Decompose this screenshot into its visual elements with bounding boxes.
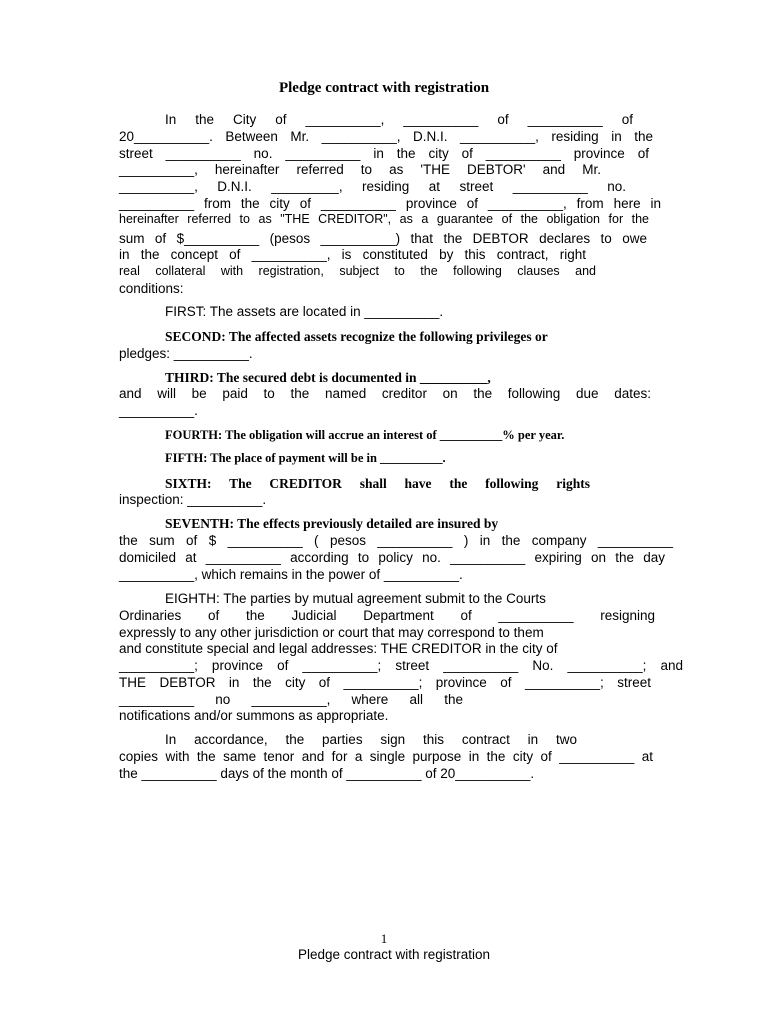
body-line: conditions: xyxy=(119,281,184,296)
body-line: __________, hereinafter referred to as 'THE DEBTOR' and Mr. xyxy=(119,162,601,177)
closing-line: In accordance, the parties sign this contract in two xyxy=(165,732,577,747)
body-line: __________ no __________, where all the xyxy=(119,692,463,707)
body-line: __________ from the city of __________ province of __________, from here in xyxy=(119,196,661,211)
clause-fifth: FIFTH: The place of payment will be in __________. xyxy=(165,451,446,465)
body-line: Ordinaries of the Judicial Department of __________ resigning xyxy=(119,608,655,623)
body-line: and will be paid to the named creditor on the following due dates: xyxy=(119,386,651,401)
body-line: __________. xyxy=(119,403,198,418)
body-line: pledges: __________. xyxy=(119,346,253,361)
clause-seventh-heading: SEVENTH: The effects previously detailed are insured by xyxy=(165,516,499,531)
body-line: inspection: __________. xyxy=(119,492,267,507)
body-line: street __________ no. __________ in the city of __________ province of xyxy=(119,146,649,161)
clause-second-heading: SECOND: The affected assets recognize the following privileges or xyxy=(165,329,548,344)
body-line: THE DEBTOR in the city of __________; province of __________; street xyxy=(119,675,651,690)
clause-sixth-heading: SIXTH: The CREDITOR shall have the following rights xyxy=(165,476,590,491)
body-line: __________, D.N.I. _________, residing at street __________ no. xyxy=(119,179,626,194)
body-line: hereinafter referred to as "THE CREDITOR", as a guarantee of the obligation for the xyxy=(119,212,649,226)
body-line: expressly to any other jurisdiction or court that may correspond to them xyxy=(119,625,544,640)
body-line: real collateral with registration, subject to the following clauses and xyxy=(119,264,596,278)
body-line: __________, which remains in the power of __________. xyxy=(119,567,463,582)
clause-fourth: FOURTH: The obligation will accrue an interest of __________% per year. xyxy=(165,428,565,442)
body-line: sum of $__________ (pesos __________) that the DEBTOR declares to owe xyxy=(119,231,647,246)
body-line: In the City of __________, __________ of __________ of xyxy=(165,112,633,127)
body-line: __________; province of __________; street __________ No. __________; and xyxy=(119,658,683,673)
page-footer: Pledge contract with registration xyxy=(297,947,491,962)
body-line: the sum of $ __________ ( pesos __________ ) in the company __________ xyxy=(119,533,673,548)
body-line: 20__________. Between Mr. __________, D.N.I. __________, residing in the xyxy=(119,129,653,144)
body-line: the __________ days of the month of __________ of 20__________. xyxy=(119,766,535,781)
clause-third-heading: THIRD: The secured debt is documented in __________, xyxy=(165,370,491,385)
document-title: Pledge contract with registration xyxy=(278,80,490,96)
body-line: notifications and/or summons as appropriate. xyxy=(119,708,389,723)
clause-first: FIRST: The assets are located in __________. xyxy=(165,304,444,319)
clause-eighth: EIGHTH: The parties by mutual agreement submit to the Courts xyxy=(165,591,546,606)
body-line: domiciled at __________ according to policy no. __________ expiring on the day xyxy=(119,550,665,565)
body-line: and constitute special and legal addresses: THE CREDITOR in the city of xyxy=(119,641,558,656)
body-line: copies with the same tenor and for a single purpose in the city of __________ at xyxy=(119,749,653,764)
body-line: in the concept of __________, is constituted by this contract, right xyxy=(119,247,586,262)
page-number: 1 xyxy=(380,931,388,946)
